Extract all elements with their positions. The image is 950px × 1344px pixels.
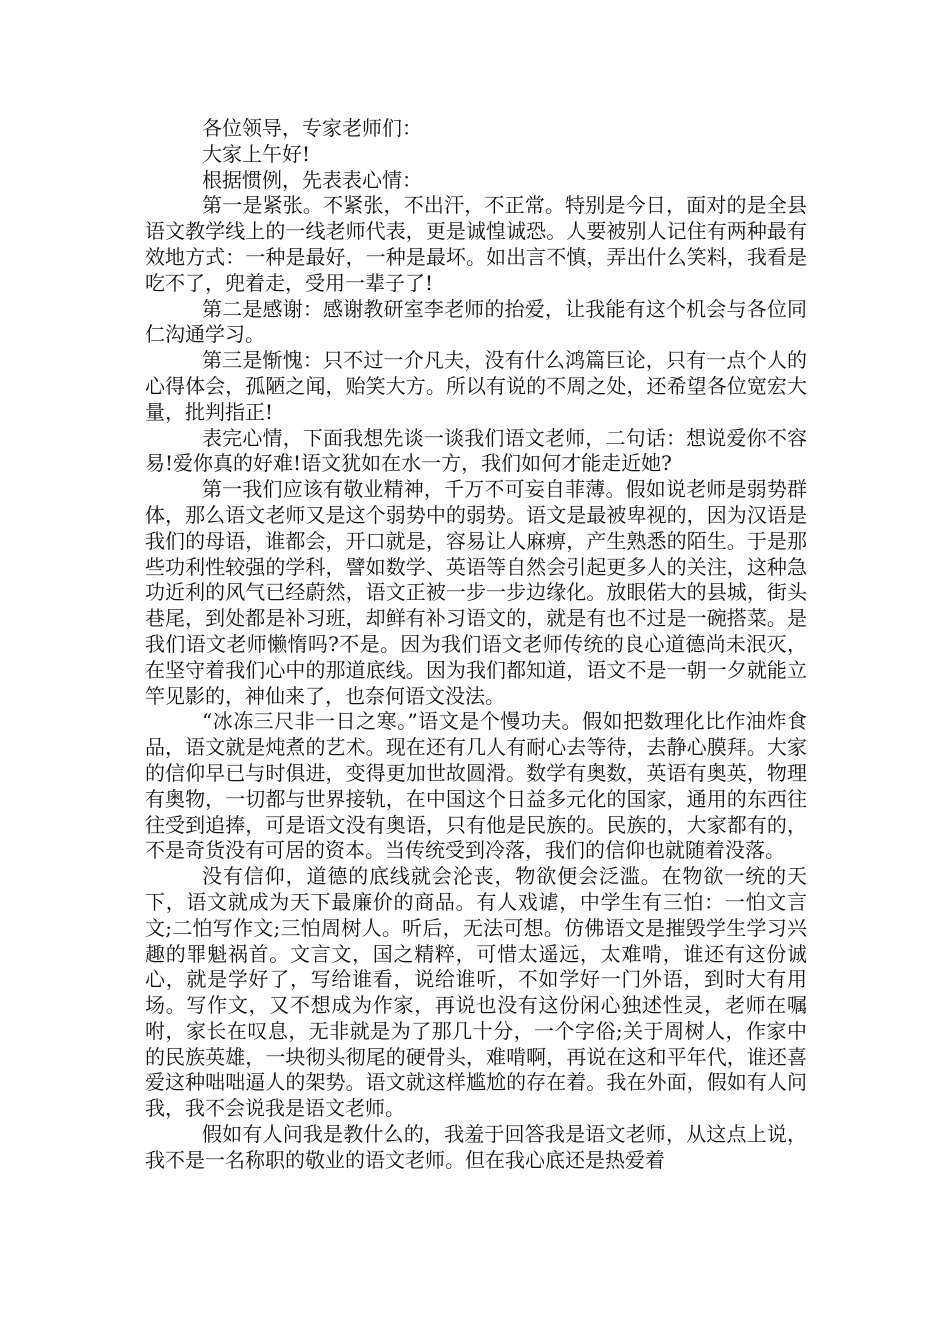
body-paragraph: 第二是感谢：感谢教研室李老师的抬爱，让我能有这个机会与各位同仁沟通学习。 xyxy=(145,296,807,347)
body-paragraph: 第一是紧张。不紧张，不出汗，不正常。特别是今日，面对的是全县语文教学线上的一线老师代表，更是诚惶诚恐。人要被别人记住有两种最有效地方式：一种是最好，一种是最坏。如出言不慎，弄出什么笑料，我看是吃不了，兜着走，受用一辈子了! xyxy=(145,193,807,295)
body-paragraph: “冰冻三尺非一日之寒。”语文是个慢功夫。假如把数理化比作油炸食品，语文就是炖煮的艺术。现在还有几人有耐心去等待，去静心膜拜。大家的信仰早已与时俱进，变得更加世故圆滑。数学有奥数，英语有奥英，物理有奥物，一切都与世界接轨，在中国这个日益多元化的国家，通用的东西往往受到追捧，可是语文没有奥语，只有他是民族的。民族的，大家都有的，不是奇货没有可居的资本。当传统受到冷落，我们的信仰也就随着没落。 xyxy=(145,709,807,863)
intro-paragraph: 根据惯例，先表表心情： xyxy=(202,167,422,192)
body-paragraph: 假如有人问我是教什么的，我羞于回答我是语文老师，从这点上说，我不是一名称职的敬业的语文老师。但在我心底还是热爱着 xyxy=(145,1122,807,1172)
body-paragraph: 第一我们应该有敬业精神，千万不可妄自菲薄。假如说老师是弱势群体，那么语文老师又是这个弱势中的弱势。语文是最被卑视的，因为汉语是我们的母语，谁都会，开口就是，容易让人麻痹，产生熟悉的陌生。于是那些功利性较强的学科，譬如数学、英语等自然会引起更多人的关注，这种急功近利的风气已经蔚然，语文正被一步一步边缘化。放眼偌大的县城，街头巷尾，到处都是补习班，却鲜有补习语文的，就是有也不过是一碗搭菜。是我们语文老师懒惰吗?不是。因为我们语文老师传统的良心道德尚未泯灭，在坚守着我们心中的那道底线。因为我们都知道，语文不是一朝一夕就能立竿见影的，神仙来了，也奈何语文没法。 xyxy=(145,477,807,708)
greeting-paragraph: 大家上午好! xyxy=(202,141,311,166)
speech-text xyxy=(145,116,807,1174)
body-paragraph: 表完心情，下面我想先谈一谈我们语文老师，二句话：想说爱你不容易!爱你真的好难!语文犹如在水一方，我们如何才能走近她? xyxy=(145,425,807,476)
greeting-paragraph: 各位领导，专家老师们： xyxy=(202,116,422,140)
body-paragraph: 没有信仰，道德的底线就会沦丧，物欲便会泛滥。在物欲一统的天下，语文就成为天下最廉价的商品。有人戏谑，中学生有三怕：一怕文言文;二怕写作文;三怕周树人。听后，无法可想。仿佛语文是摧毁学生学习兴趣的罪魁祸首。文言文，国之精粹，可惜太遥远，太难啃，谁还有这份诚心，就是学好了，写给谁看，说给谁听，不如学好一门外语，到时大有用场。写作文，又不想成为作家，再说也没有这份闲心独述性灵，老师在嘱咐，家长在叹息，无非就是为了那几十分，一个字俗;关于周树人，作家中的民族英雄，一块彻头彻尾的硬骨头，难啃啊，再说在这和平年代，谁还喜爱这种咄咄逼人的架势。语文就这样尴尬的存在着。我在外面，假如有人问我，我不会说我是语文老师。 xyxy=(145,864,807,1121)
body-paragraph: 第三是惭愧：只不过一介凡夫，没有什么鸿篇巨论，只有一点个人的心得体会，孤陋之闻，贻笑大方。所以有说的不周之处，还希望各位宽宏大量，批判指正! xyxy=(145,348,807,424)
